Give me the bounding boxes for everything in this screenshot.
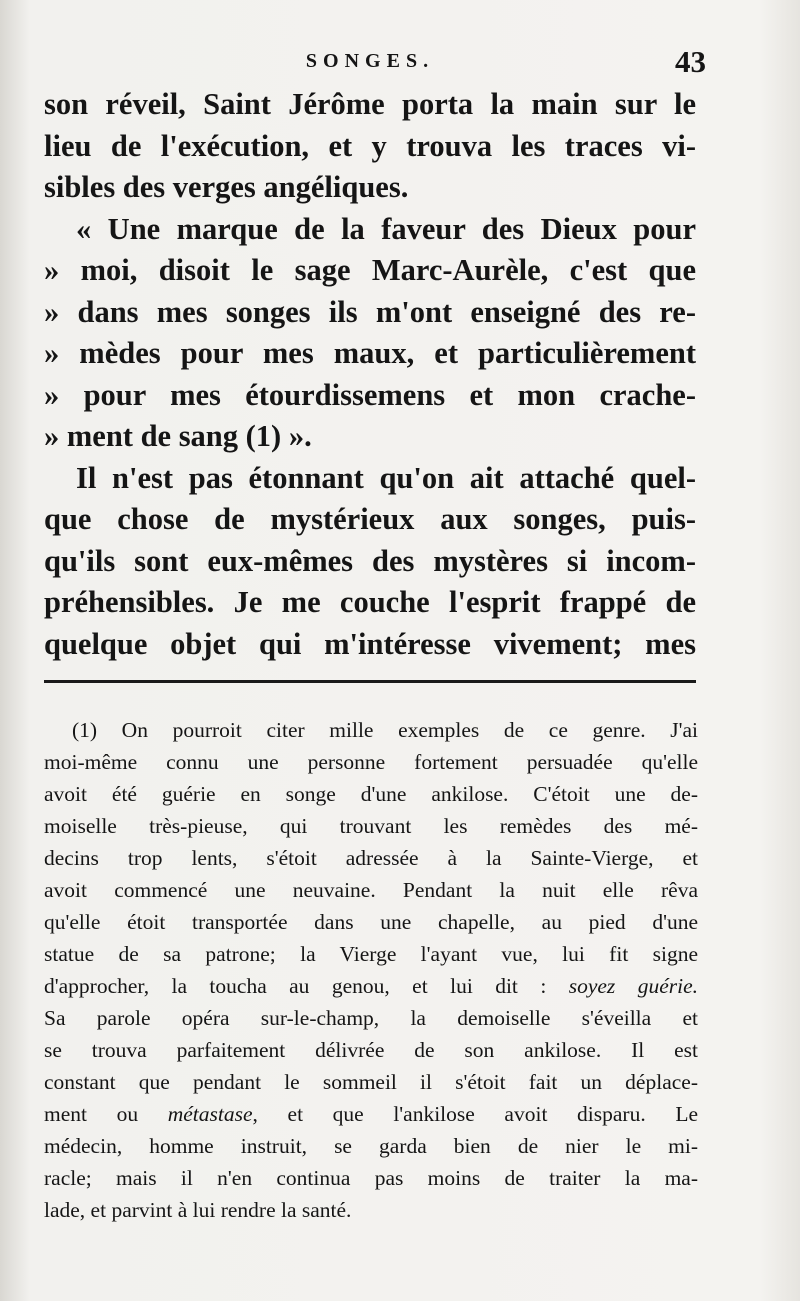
- footnote-line: se trouva parfaitement délivrée de son ankilose. Il est: [44, 1038, 698, 1062]
- italic-phrase: soyez guérie.: [568, 974, 698, 998]
- footnote-rule: [44, 680, 696, 683]
- text-line: qu'ils sont eux-mêmes des mystères si incom-: [44, 543, 696, 578]
- footnote-line: moiselle très-pieuse, qui trouvant les remèdes des mé-: [44, 814, 698, 838]
- text-line: » mèdes pour mes maux, et particulièrement: [44, 336, 696, 370]
- footnote-line-text: d'approcher, la toucha au genou, et lui dit :: [44, 974, 547, 998]
- footnote-line: lade, et parvint à lui rendre la santé.: [44, 1198, 352, 1222]
- text-line: quelque objet qui m'intéresse vivement; mes: [44, 626, 696, 661]
- text-line: » ment de sang (1) ».: [44, 419, 312, 453]
- footnote-line: avoit commencé une neuvaine. Pendant la nuit elle rêva: [44, 878, 698, 902]
- footnote-line-text: ment ou: [44, 1102, 139, 1126]
- text-line: que chose de mystérieux aux songes, puis-: [44, 502, 696, 536]
- main-text: [44, 84, 696, 665]
- footnote-line: [44, 970, 698, 1002]
- text-line: » pour mes étourdissemens et mon crache-: [44, 377, 696, 412]
- footnote-line: (1) On pourroit citer mille exemples de ce genre. J'ai: [72, 718, 698, 742]
- text-line: son réveil, Saint Jérôme porta la main sur le: [44, 87, 696, 121]
- text-line: préhensibles. Je me couche l'esprit frappé de: [44, 585, 696, 619]
- text-line: « Une marque de la faveur des Dieux pour: [76, 211, 696, 246]
- footnote-line-tail: , et que l'ankilose avoit disparu. Le: [252, 1102, 698, 1126]
- text-line: Il n'est pas étonnant qu'on ait attaché quel-: [76, 460, 696, 495]
- footnote-line: qu'elle étoit transportée dans une chapelle, au pied d'une: [44, 910, 698, 934]
- text-line: » moi, disoit le sage Marc-Aurèle, c'est que: [44, 253, 696, 287]
- footnote-line: moi-même connu une personne fortement persuadée qu'elle: [44, 750, 698, 774]
- text-line: » dans mes songes ils m'ont enseigné des re-: [44, 294, 696, 329]
- footnote-line: avoit été guérie en songe d'une ankilose. C'étoit une de-: [44, 782, 698, 806]
- footnote-line: constant que pendant le sommeil il s'étoit fait un déplace-: [44, 1070, 698, 1094]
- footnote-line: médecin, homme instruit, se garda bien de nier le mi-: [44, 1134, 698, 1158]
- footnote-line: Sa parole opéra sur-le-champ, la demoiselle s'éveilla et: [44, 1006, 698, 1030]
- footnote-line: [44, 1098, 698, 1130]
- footnote-line: racle; mais il n'en continua pas moins de traiter la ma-: [44, 1166, 698, 1190]
- footnote: [44, 714, 698, 1226]
- text-line: lieu de l'exécution, et y trouva les traces vi-: [44, 128, 696, 163]
- text-line: sibles des verges angéliques.: [44, 170, 409, 204]
- footnote-line: statue de sa patrone; la Vierge l'ayant vue, lui fit signe: [44, 942, 698, 966]
- running-head: SONGES.: [305, 50, 435, 72]
- page-header: [40, 44, 706, 84]
- footnote-line: decins trop lents, s'étoit adressée à la Sainte-Vierge, et: [44, 846, 698, 870]
- italic-word: métastase: [167, 1102, 253, 1126]
- page-number: 43: [675, 44, 706, 79]
